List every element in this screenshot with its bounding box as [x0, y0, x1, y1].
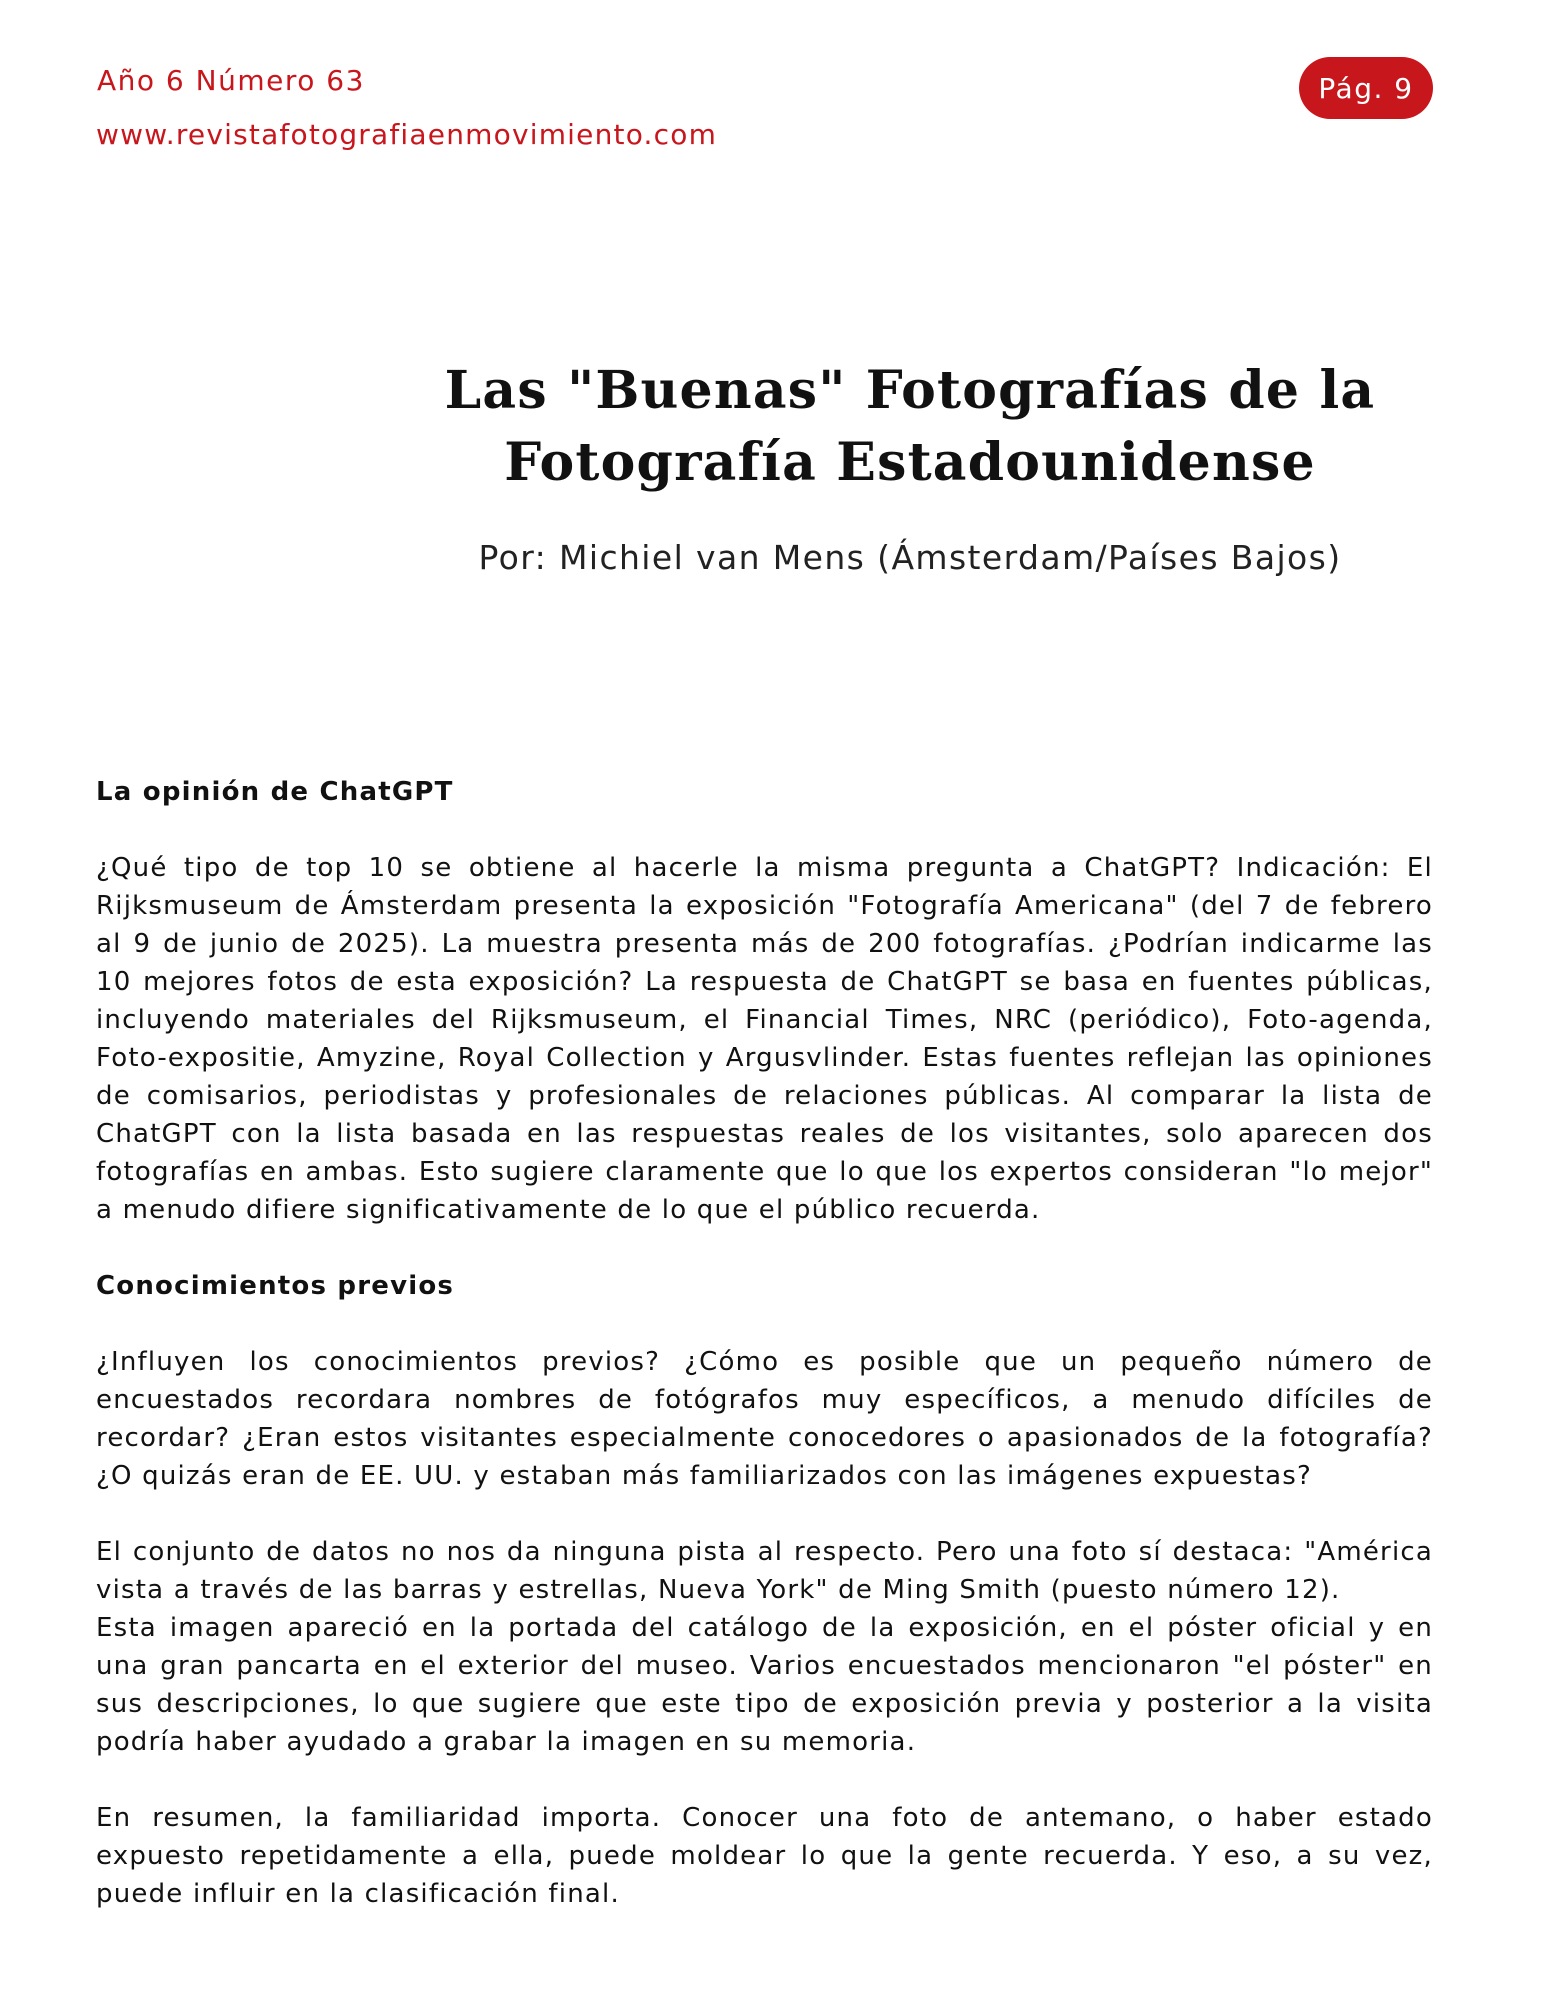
paragraph-prior-knowledge: ¿Influyen los conocimientos previos? ¿Cómo es posible que un pequeño número de encuestados recordara nombres de fotógrafos muy específicos, a menudo difíciles de recordar? ¿Eran estos visitantes especialmente conocedores o apasionados de la fotografía? ¿O quizás eran de EE. UU. y estaban más familiarizados con las imágenes expuestas? [96, 1347, 1433, 1491]
article-byline: Por: Michiel van Mens (Ámsterdam/Países Bajos) [478, 538, 1342, 577]
website-link[interactable]: www.revistafotografiaenmovimiento.com [96, 118, 718, 151]
page-number-badge [1299, 57, 1433, 119]
paragraph-dataset: El conjunto de datos no nos da ninguna pista al respecto. Pero una foto sí destaca: "América vista a través de las barras y estrellas, Nueva York" de Ming Smith (puesto número 12). [96, 1537, 1433, 1605]
paragraph-poster: Esta imagen apareció en la portada del catálogo de la exposición, en el póster oficial y en una gran pancarta en el exterior del museo. Varios encuestados mencionaron "el póster" en sus descripciones, lo que sugiere que este tipo de exposición previa y posterior a la visita podría haber ayudado a grabar la imagen en su memoria. [96, 1613, 1433, 1757]
article-title-line-2: Fotografía Estadounidense [504, 432, 1316, 493]
paragraph-chatgpt-opinion: ¿Qué tipo de top 10 se obtiene al hacerle la misma pregunta a ChatGPT? Indicación: El Rijksmuseum de Ámsterdam presenta la exposición "Fotografía Americana" (del 7 de febrero al 9 de junio de 2025). La muestra presenta más de 200 fotografías. ¿Podrían indicarme las 10 mejores fotos de esta exposición? La respuesta de ChatGPT se basa en fuentes públicas, incluyendo materiales del Rijksmuseum, el Financial Times, NRC (periódico), Foto-agenda, Foto-expositie, Amyzine, Royal Collection y Argusvlinder. Estas fuentes reflejan las opiniones de comisarios, periodistas y profesionales de relaciones públicas. Al comparar la lista de ChatGPT con la lista basada en las respuestas reales de los visitantes, solo aparecen dos fotografías en ambas. Esto sugiere claramente que lo que los expertos consideran "lo mejor" a menudo difiere significativamente de lo que el público recuerda. [96, 853, 1433, 1225]
issue-number: Año 6 Número 63 [97, 64, 365, 97]
article-body [96, 773, 1433, 1951]
section-heading-prior-knowledge: Conocimientos previos [96, 1271, 455, 1301]
page-number-label: Pág. 9 [1318, 71, 1414, 105]
article-title [400, 355, 1420, 499]
section-heading-chatgpt: La opinión de ChatGPT [96, 777, 454, 807]
paragraph-summary: En resumen, la familiaridad importa. Conocer una foto de antemano, o haber estado expuesto repetidamente a ella, puede moldear lo que la gente recuerda. Y eso, a su vez, puede influir en la clasificación final. [96, 1803, 1433, 1909]
article-title-line-1: Las "Buenas" Fotografías de la [444, 360, 1376, 421]
